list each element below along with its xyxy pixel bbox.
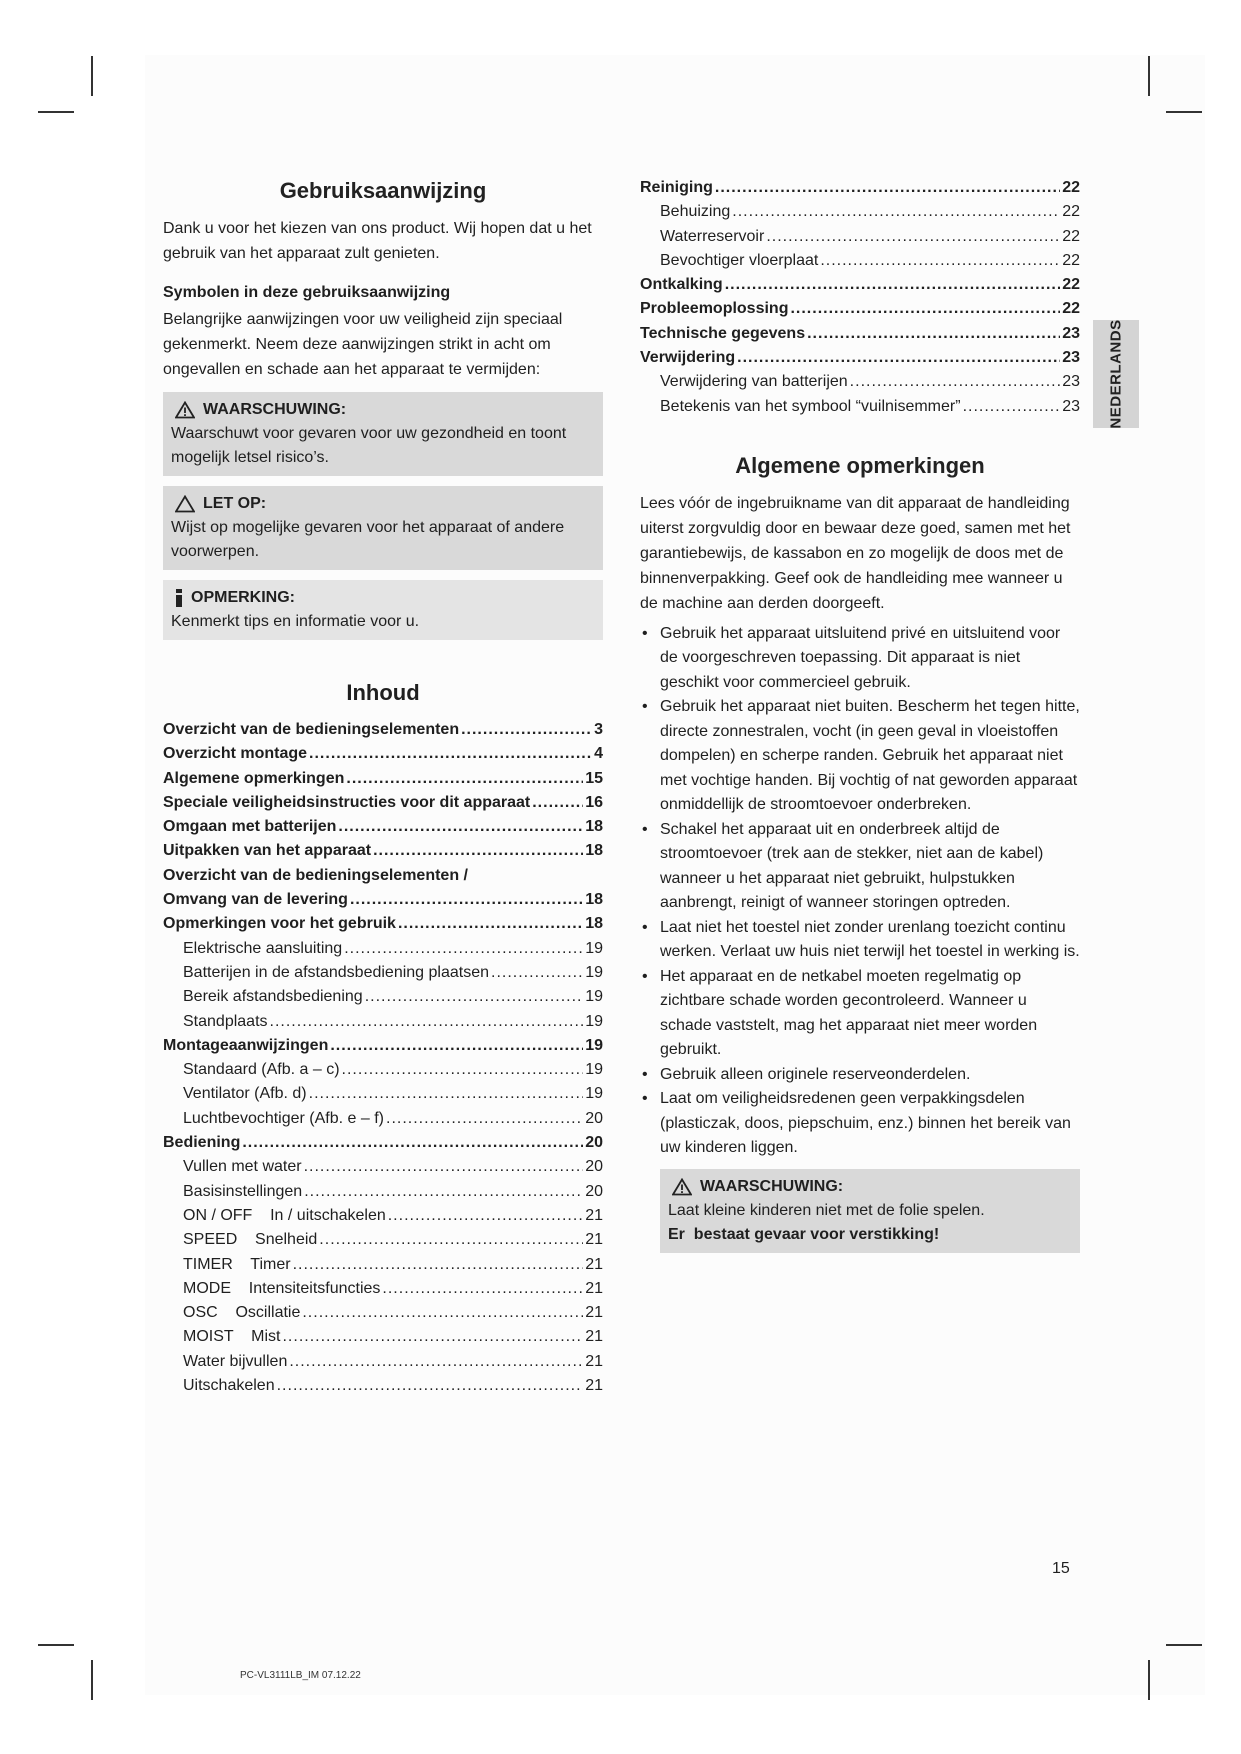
list-item: • Gebruik het apparaat uitsluitend privé en uitsluitend voor de voorgeschreven toepassing. Dit apparaat is niet geschikt voor commercieel gebruik.: [640, 622, 1080, 696]
crop-mark: [91, 1660, 93, 1700]
list-item: • Laat om veiligheidsredenen geen verpakkingsdelen (plasticzak, doos, piepschuim, enz.) binnen het bereik van uw kinderen liggen.: [640, 1087, 1080, 1161]
symbols-heading: Symbolen in deze gebruiksaanwijzing: [163, 284, 451, 301]
caution-title: [171, 492, 595, 516]
toc-entry: Batterijen in de afstandsbediening plaatsen ..... 19: [163, 961, 603, 985]
suffocation-warning-text: Laat kleine kinderen niet met de folie spelen.: [668, 1201, 985, 1219]
toc-entry: Ontkalking ..... 22: [640, 273, 1080, 297]
warning-triangle-icon: [672, 1178, 692, 1196]
suffocation-warning-box: [660, 1169, 1080, 1253]
toc-entry: Probleemoplossing ..... 22: [640, 297, 1080, 321]
list-item: • Gebruik alleen originele reserveonderdelen.: [640, 1063, 1080, 1088]
suffocation-warning-title: [668, 1175, 1072, 1199]
list-item: • Gebruik het apparaat niet buiten. Bescherm het tegen hitte, directe zonnestralen, vocht (in geen geval in vloeistoffen dompelen) en scherpe randen. Gebruik het apparaat niet met vochtige handen. Bij vochtig of nat geworden apparaat onmiddellijk de stroomtoevoer onderbreken.: [640, 695, 1080, 818]
toc-entry: Uitschakelen ..... 21: [163, 1374, 603, 1398]
toc-entry: Bereik afstandsbediening ..... 19: [163, 985, 603, 1009]
crop-mark: [38, 111, 74, 113]
toc-entry: Overzicht van de bedieningselementen ..... 3: [163, 718, 603, 742]
list-item: • Schakel het apparaat uit en onderbreek altijd de stroomtoevoer (trek aan de stekker, niet aan de kabel) wanneer u het apparaat niet gebruikt, hulpstukken aanbrengt, reinigt of wanneer storingen optreden.: [640, 818, 1080, 916]
note-box: [163, 580, 603, 640]
manual-title: Gebruiksaanwijzing: [279, 178, 487, 203]
toc-entry: Bevochtiger vloerplaat ..... 22: [640, 249, 1080, 273]
crop-mark: [38, 1644, 74, 1646]
suffocation-warning-bold: Er bestaat gevaar voor verstikking!: [668, 1225, 940, 1243]
crop-mark: [1166, 111, 1202, 113]
toc-entry: Opmerkingen voor het gebruik ..... 18: [163, 912, 603, 936]
page-number: 15: [1052, 1560, 1070, 1577]
caution-text: Wijst op mogelijke gevaren voor het apparaat of andere voorwerpen.: [171, 519, 565, 560]
info-icon: [175, 589, 183, 607]
toc-entry: Algemene opmerkingen ..... 15: [163, 767, 603, 791]
general-title: Algemene opmerkingen: [735, 452, 985, 478]
toc-entry: Omvang van de levering ..... 18: [163, 888, 603, 912]
intro-text: Dank u voor het kiezen van ons product. Wij hopen dat u het gebruik van het apparaat zult genieten.: [163, 220, 592, 262]
right-column: [640, 178, 1080, 1253]
toc-entry: Verwijdering van batterijen ..... 23: [640, 370, 1080, 394]
contents-list-right: [640, 176, 1080, 419]
warning-text: Waarschuwt voor gevaren voor uw gezondheid en toont mogelijk letsel risico’s.: [171, 425, 567, 466]
caution-box: [163, 486, 603, 570]
note-title: [171, 586, 595, 610]
crop-mark: [1148, 1660, 1150, 1700]
toc-entry: Overzicht montage ..... 4: [163, 742, 603, 766]
language-tab: [1093, 320, 1139, 428]
warning-title: [171, 398, 595, 422]
list-item: • Laat niet het toestel niet zonder urenlang toezicht continu werken. Verlaat uw huis niet terwijl het toestel in werking is.: [640, 916, 1080, 965]
left-column: [163, 178, 603, 1398]
toc-entry: Betekenis van het symbool “vuilnisemmer” ..... 23: [640, 395, 1080, 419]
caution-title-text: LET OP:: [203, 495, 267, 512]
toc-entry: Reiniging ..... 22: [640, 176, 1080, 200]
toc-entry: MOIST Mist ..... 21: [163, 1325, 603, 1349]
toc-entry: Standplaats ..... 19: [163, 1010, 603, 1034]
toc-entry: Omgaan met batterijen ..... 18: [163, 815, 603, 839]
warning-triangle-icon: [175, 401, 195, 419]
toc-entry: Luchtbevochtiger (Afb. e – f) ..... 20: [163, 1107, 603, 1131]
general-text: Lees vóór de ingebruikname van dit apparaat de handleiding uiterst zorgvuldig door en bewaar deze goed, samen met het garantiebewijs, de kassabon en zo mogelijk de doos met de binnenverpakking. Geef ook de handleiding mee wanneer u de machine aan derden doorgeeft.: [640, 494, 1071, 612]
contents-title: Inhoud: [346, 680, 420, 705]
general-bullets: [640, 622, 1080, 1161]
note-title-text: OPMERKING:: [191, 589, 295, 606]
toc-entry: Montageaanwijzingen ..... 19: [163, 1034, 603, 1058]
toc-entry: Standaard (Afb. a – c) ..... 19: [163, 1058, 603, 1082]
crop-mark: [1148, 56, 1150, 96]
toc-entry: MODE Intensiteitsfuncties ..... 21: [163, 1277, 603, 1301]
toc-entry: Elektrische aansluiting ..... 19: [163, 937, 603, 961]
crop-mark: [1166, 1644, 1202, 1646]
toc-entry: Waterreservoir ..... 22: [640, 225, 1080, 249]
toc-entry: Basisinstellingen ..... 20: [163, 1180, 603, 1204]
caution-triangle-icon: [175, 495, 195, 513]
warning-box: [163, 392, 603, 476]
toc-entry: Behuizing ..... 22: [640, 200, 1080, 224]
toc-entry: Bediening ..... 20: [163, 1131, 603, 1155]
toc-entry: Vullen met water ..... 20: [163, 1155, 603, 1179]
warning-title-text: WAARSCHUWING:: [203, 401, 347, 418]
suffocation-warning-title-text: WAARSCHUWING:: [700, 1177, 844, 1195]
symbols-text: Belangrijke aanwijzingen voor uw veiligheid zijn speciaal gekenmerkt. Neem deze aanwijzingen strikt in acht om ongevallen en schade aan het apparaat te vermijden:: [163, 311, 563, 378]
list-item: • Het apparaat en de netkabel moeten regelmatig op zichtbare schade worden gecontroleerd. Wanneer u schade vaststelt, mag het apparaat niet meer worden gebruikt.: [640, 965, 1080, 1063]
language-tab-label: NEDERLANDS: [1107, 319, 1125, 429]
toc-entry: Technische gegevens ..... 23: [640, 322, 1080, 346]
note-text: Kenmerkt tips en informatie voor u.: [171, 613, 420, 630]
toc-entry: Uitpakken van het apparaat ..... 18: [163, 839, 603, 863]
toc-entry: SPEED Snelheid ..... 21: [163, 1228, 603, 1252]
toc-entry: Ventilator (Afb. d) ..... 19: [163, 1082, 603, 1106]
toc-entry: TIMER Timer ..... 21: [163, 1253, 603, 1277]
toc-entry: Overzicht van de bedieningselementen /: [163, 866, 468, 884]
contents-list-left: [163, 718, 603, 1398]
toc-entry: Verwijdering ..... 23: [640, 346, 1080, 370]
toc-entry: OSC Oscillatie ..... 21: [163, 1301, 603, 1325]
toc-entry: Speciale veiligheidsinstructies voor dit apparaat ..... 16: [163, 791, 603, 815]
footer-code: PC-VL3111LB_IM 07.12.22: [240, 1670, 361, 1681]
toc-entry: ON / OFF In / uitschakelen ..... 21: [163, 1204, 603, 1228]
crop-mark: [91, 56, 93, 96]
toc-entry: Water bijvullen ..... 21: [163, 1350, 603, 1374]
